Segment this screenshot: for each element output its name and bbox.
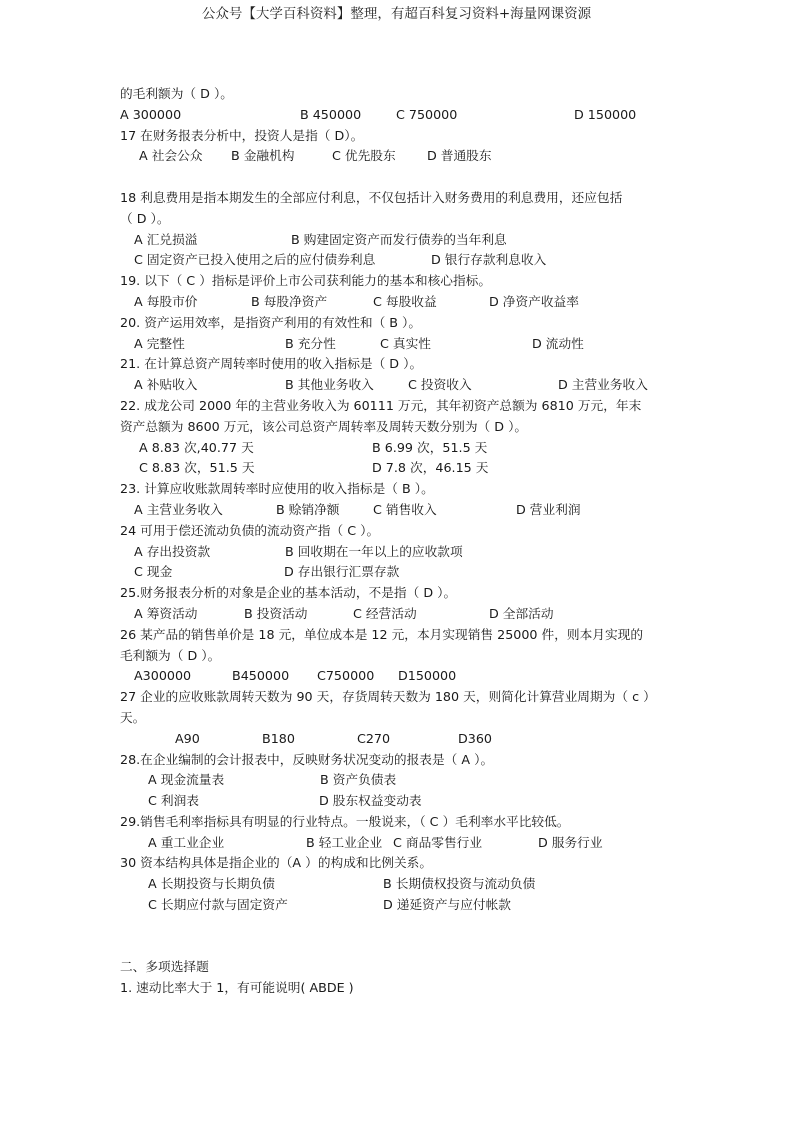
text-line — [0, 812, 793, 833]
text-line — [0, 542, 793, 563]
answer-option: A 社会公众 — [139, 148, 203, 164]
answer-option: C 投资收入 — [408, 377, 472, 393]
text-line — [0, 438, 793, 459]
answer-option: B 轻工业企业 — [306, 834, 383, 850]
answer-option: A 存出投资款 — [134, 543, 211, 559]
blank-line — [0, 167, 793, 188]
answer-option: C 经营活动 — [353, 605, 417, 621]
question-text: 28.在企业编制的会计报表中，反映财务状况变动的报表是（ A ）。 — [120, 751, 494, 767]
text-line — [0, 625, 793, 646]
text-line — [0, 354, 793, 375]
text-line — [0, 791, 793, 812]
text-line — [0, 209, 793, 230]
answer-option: D 银行存款利息收入 — [431, 252, 547, 268]
answer-option: B 充分性 — [285, 335, 336, 351]
answer-option: C 利润表 — [148, 793, 199, 809]
question-text: 21. 在计算总资产周转率时使用的收入指标是（ D ）。 — [120, 356, 423, 372]
question-text: 19. 以下（ C ）指标是评价上市公司获利能力的基本和核心指标。 — [120, 273, 492, 289]
text-line — [0, 396, 793, 417]
answer-option: D 营业利润 — [516, 501, 581, 517]
answer-option: D 服务行业 — [538, 834, 603, 850]
answer-option: A 补贴收入 — [134, 377, 198, 393]
answer-option: C 固定资产已投入使用之后的应付债券利息 — [134, 252, 376, 268]
question-text: 30 资本结构具体是指企业的（A ）的构成和比例关系。 — [120, 855, 433, 871]
answer-option: D150000 — [398, 668, 457, 684]
answer-option: B450000 — [232, 668, 290, 684]
answer-option: A 每股市价 — [134, 293, 198, 309]
answer-option: D 净资产收益率 — [489, 293, 579, 309]
answer-option: C 8.83 次，51.5 天 — [139, 460, 255, 476]
answer-option: C 销售收入 — [373, 501, 437, 517]
text-line — [0, 313, 793, 334]
answer-option: B 450000 — [300, 106, 362, 122]
question-text: 二、多项选择题 — [120, 959, 209, 975]
answer-option: C270 — [357, 730, 391, 746]
answer-option: B 每股净资产 — [251, 293, 328, 309]
text-line — [0, 978, 793, 999]
answer-option: D 主营业务收入 — [558, 377, 648, 393]
answer-option: D 递延资产与应付帐款 — [383, 897, 511, 913]
question-text: 17 在财务报表分析中，投资人是指（ D）。 — [120, 127, 364, 143]
answer-option: B180 — [262, 730, 295, 746]
answer-option: B 赊销净额 — [276, 501, 340, 517]
text-line — [0, 646, 793, 667]
text-line — [0, 708, 793, 729]
question-text: 22. 成龙公司 2000 年的主营业务收入为 60111 万元，其年初资产总额为 6810 万元，年末 — [120, 397, 642, 413]
question-text: 23. 计算应收账款周转率时应使用的收入指标是（ B ）。 — [120, 481, 434, 497]
answer-option: B 长期债权投资与流动负债 — [383, 876, 536, 892]
question-text: 天。 — [120, 709, 146, 725]
answer-option: D 存出银行汇票存款 — [284, 564, 400, 580]
answer-option: D360 — [458, 730, 492, 746]
answer-option: D 全部活动 — [489, 605, 554, 621]
answer-option: A 现金流量表 — [148, 772, 225, 788]
answer-option: A 300000 — [120, 106, 182, 122]
answer-option: C 商品零售行业 — [393, 834, 483, 850]
answer-option: A90 — [175, 730, 200, 746]
text-line — [0, 729, 793, 750]
answer-option: D 流动性 — [532, 335, 584, 351]
answer-option: B 资产负债表 — [320, 772, 397, 788]
answer-option: B 6.99 次，51.5 天 — [372, 439, 488, 455]
question-text: 18 利息费用是指本期发生的全部应付利息，不仅包括计入财务费用的利息费用，还应包括 — [120, 189, 623, 205]
text-line — [0, 895, 793, 916]
answer-option: A 重工业企业 — [148, 834, 225, 850]
text-line — [0, 292, 793, 313]
text-line — [0, 583, 793, 604]
text-line — [0, 957, 793, 978]
answer-option: B 其他业务收入 — [285, 377, 374, 393]
answer-option: B 投资活动 — [244, 605, 308, 621]
text-line — [0, 874, 793, 895]
answer-option: C 现金 — [134, 564, 173, 580]
answer-option: B 金融机构 — [231, 148, 295, 164]
question-text: 资产总额为 8600 万元，该公司总资产周转率及周转天数分别为（ D ）。 — [120, 418, 528, 434]
answer-option: B 回收期在一年以上的应收款项 — [285, 543, 463, 559]
answer-option: D 7.8 次，46.15 天 — [372, 460, 489, 476]
question-text: 20. 资产运用效率，是指资产利用的有效性和（ B ）。 — [120, 314, 422, 330]
text-line — [0, 105, 793, 126]
text-line — [0, 750, 793, 771]
answer-option: A 筹资活动 — [134, 605, 198, 621]
text-line — [0, 84, 793, 105]
text-line — [0, 334, 793, 355]
question-text: 24 可用于偿还流动负债的流动资产指（ C ）。 — [120, 522, 380, 538]
text-line — [0, 230, 793, 251]
text-line — [0, 458, 793, 479]
question-text: 27 企业的应收账款周转天数为 90 天，存货周转天数为 180 天，则简化计算营业周期为（ c ） — [120, 689, 656, 705]
text-line — [0, 604, 793, 625]
text-line — [0, 188, 793, 209]
question-text: 毛利额为（ D ）。 — [120, 647, 221, 663]
text-line — [0, 250, 793, 271]
answer-option: C750000 — [317, 668, 375, 684]
question-text: 26 某产品的销售单价是 18 元，单位成本是 12 元，本月实现销售 25000 件，则本月实现的 — [120, 626, 644, 642]
page-header: 公众号【大学百科资料】整理，有超百科复习资料+海量网课资源 — [201, 6, 592, 22]
question-text: 1. 速动比率大于 1，有可能说明( ABDE ) — [120, 980, 354, 996]
answer-option: A300000 — [134, 668, 192, 684]
text-line — [0, 271, 793, 292]
answer-option: A 长期投资与长期负债 — [148, 876, 275, 892]
answer-option: A 8.83 次,40.77 天 — [139, 439, 254, 455]
text-line — [0, 375, 793, 396]
text-line — [0, 146, 793, 167]
answer-option: C 真实性 — [380, 335, 431, 351]
answer-option: C 长期应付款与固定资产 — [148, 897, 288, 913]
text-line — [0, 479, 793, 500]
text-line — [0, 417, 793, 438]
answer-option: A 汇兑损溢 — [134, 231, 198, 247]
text-line — [0, 770, 793, 791]
answer-option: D 普通股东 — [427, 148, 492, 164]
answer-option: B 购建固定资产而发行债券的当年利息 — [291, 231, 507, 247]
question-text: 25.财务报表分析的对象是企业的基本活动，不是指（ D ）。 — [120, 585, 457, 601]
text-line — [0, 666, 793, 687]
answer-option: D 股东权益变动表 — [319, 793, 422, 809]
answer-option: C 优先股东 — [332, 148, 396, 164]
blank-line — [0, 916, 793, 937]
answer-option: C 每股收益 — [373, 293, 437, 309]
text-line — [0, 521, 793, 542]
text-line — [0, 126, 793, 147]
text-line — [0, 562, 793, 583]
text-line — [0, 500, 793, 521]
question-list — [0, 84, 793, 999]
answer-option: A 主营业务收入 — [134, 501, 223, 517]
text-line — [0, 833, 793, 854]
answer-option: A 完整性 — [134, 335, 185, 351]
answer-option: C 750000 — [396, 106, 458, 122]
question-text: （ D ）。 — [120, 210, 170, 226]
answer-option: D 150000 — [574, 106, 637, 122]
blank-line — [0, 937, 793, 958]
question-text: 的毛利额为（ D ）。 — [120, 86, 233, 101]
text-line — [0, 687, 793, 708]
question-text: 29.销售毛利率指标具有明显的行业特点。一般说来，（ C ）毛利率水平比较低。 — [120, 813, 570, 829]
text-line — [0, 853, 793, 874]
